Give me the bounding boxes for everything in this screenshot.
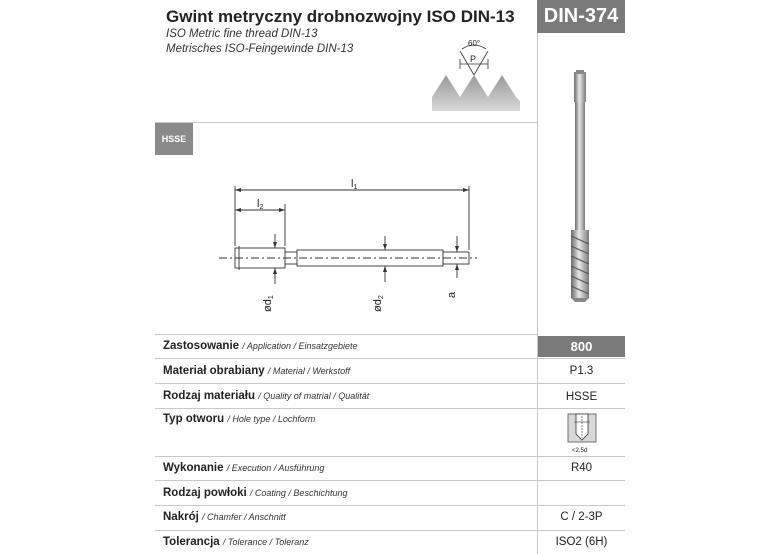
hole-depth-label: <2,5d: [572, 448, 588, 454]
row-divider: [155, 530, 625, 531]
page-title: Gwint metryczny drobnozwojny ISO DIN-13: [166, 7, 515, 26]
material-badge: HSSE: [155, 123, 193, 155]
row-divider: [155, 358, 625, 359]
chamfer-value: C / 2-3P: [560, 511, 603, 523]
row-divider: [155, 505, 625, 506]
row-divider: [155, 456, 625, 457]
spec-row-application: Zastosowanie / Application / Einsatzgebiete: [163, 340, 358, 352]
subtitle-english: ISO Metric fine thread DIN-13: [166, 28, 318, 40]
row-divider: [155, 408, 625, 409]
table-top-border: [155, 334, 537, 335]
dimension-d1: ød1: [262, 295, 275, 312]
thread-pitch-label: P: [470, 54, 477, 64]
dimension-a: a: [446, 291, 458, 298]
header-separator: [155, 122, 537, 123]
blind-hole-icon: [562, 412, 602, 454]
material-value: P1.3: [569, 365, 594, 377]
spec-row-execution: Wykonanie / Execution / Ausführung: [163, 462, 325, 474]
spec-row-chamfer: Nakrój / Chamfer / Anschnitt: [163, 511, 286, 523]
subtitle-german: Metrisches ISO-Feingewinde DIN-13: [166, 43, 354, 55]
tolerance-value: ISO2 (6H): [555, 536, 608, 548]
application-value-badge: 800: [538, 336, 625, 357]
spec-row-tolerance: Tolerancja / Tolerance / Toleranz: [163, 536, 309, 548]
din-standard-badge: DIN-374: [537, 0, 625, 33]
dimension-d2: ød2: [372, 295, 385, 312]
quality-value: HSSE: [565, 391, 598, 403]
thread-profile-diagram: [428, 35, 528, 113]
tap-technical-drawing: [205, 172, 485, 322]
spec-row-quality: Rodzaj materiału / Quality of matrial / Qualität: [163, 390, 370, 402]
dimension-l2: l2: [257, 198, 264, 211]
thread-angle-label: 60°: [468, 39, 481, 48]
row-divider: [155, 383, 625, 384]
spec-row-coating: Rodzaj powłoki / Coating / Beschichtung: [163, 487, 348, 499]
spec-row-hole-type: Typ otworu / Hole type / Lochform: [163, 413, 316, 425]
execution-value: R40: [570, 462, 593, 474]
tap-product-image: [563, 70, 597, 302]
row-divider: [155, 480, 625, 481]
spec-row-material: Materiał obrabiany / Material / Werkstoff: [163, 365, 351, 377]
column-divider: [537, 33, 538, 554]
dimension-l1: l1: [351, 178, 358, 191]
